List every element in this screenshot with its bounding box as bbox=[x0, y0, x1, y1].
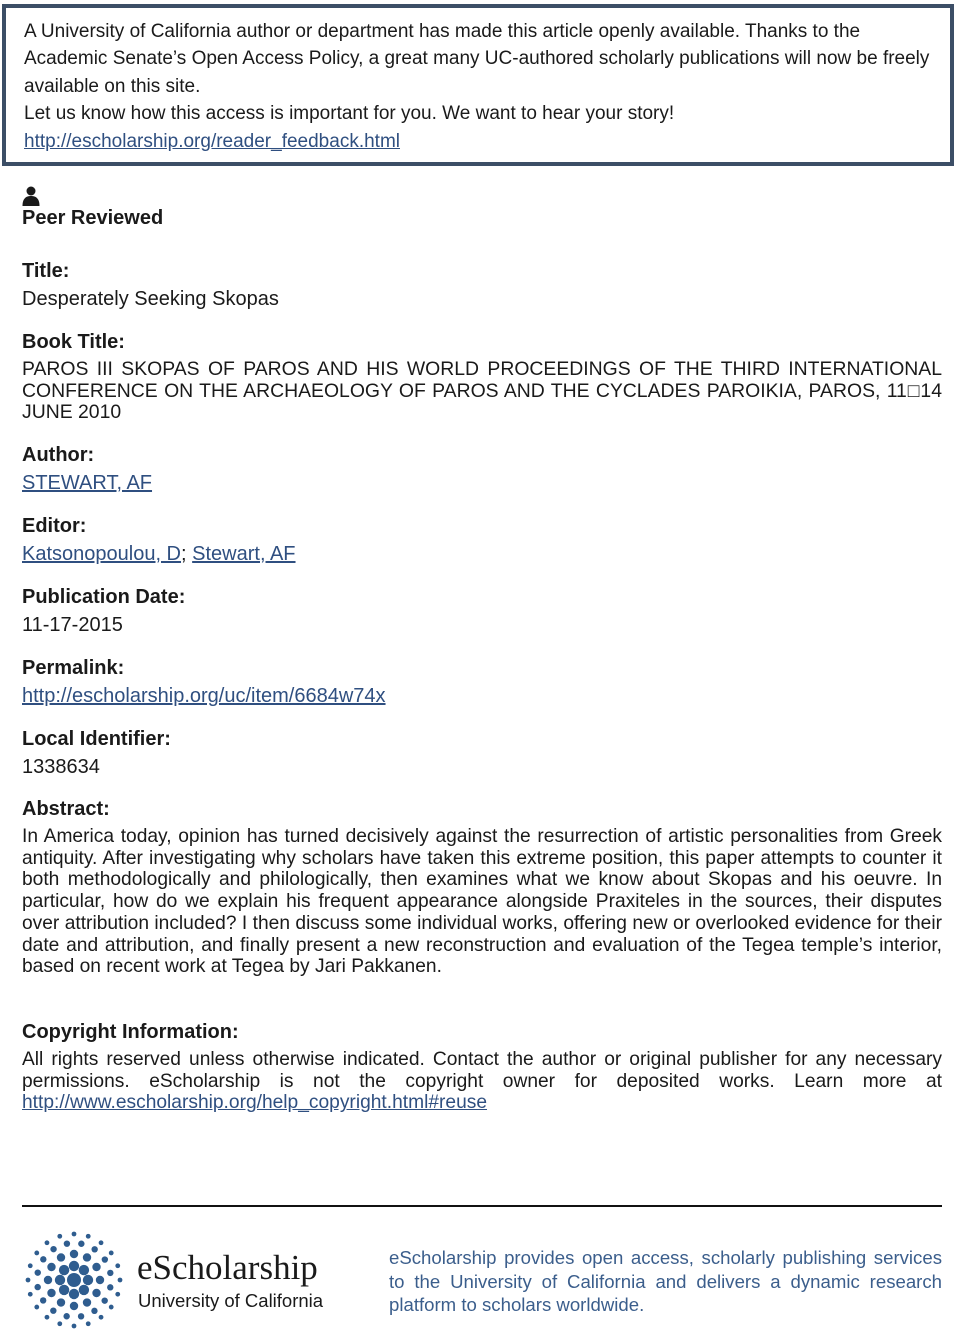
notice-text: A University of California author or department has made this article openly available. Thanks to the Academic Senate’s Open Access Policy, a great many UC-authored scholarly publications will now be freely available on this site. bbox=[24, 21, 930, 97]
copyright-section bbox=[22, 1018, 942, 1114]
book-title-label: Book Title: bbox=[22, 331, 125, 353]
escholarship-logo-name: eScholarship bbox=[137, 1248, 318, 1287]
editor-label: Editor: bbox=[22, 515, 87, 537]
author-section bbox=[22, 441, 942, 497]
permalink-link[interactable]: http://escholarship.org/uc/item/6684w74x bbox=[22, 685, 386, 707]
notice-feedback-text: Let us know how this access is important for you. We want to hear your story! bbox=[24, 103, 675, 125]
abstract-label: Abstract: bbox=[22, 798, 110, 820]
title-value: Desperately Seeking Skopas bbox=[22, 288, 279, 310]
copyright-text: All rights reserved unless otherwise indicated. Contact the author or original publisher for any necessary permissions. eScholarship is not the copyright owner for deposited works. Learn more at bbox=[22, 1049, 942, 1092]
editor-link[interactable]: Stewart, AF bbox=[192, 543, 296, 565]
editor-link[interactable]: Katsonopoulou, D bbox=[22, 543, 182, 565]
person-icon bbox=[22, 186, 40, 206]
title-label: Title: bbox=[22, 260, 70, 282]
abstract-section bbox=[22, 795, 942, 978]
author-label: Author: bbox=[22, 444, 95, 466]
local-identifier-value: 1338634 bbox=[22, 756, 100, 778]
copyright-label: Copyright Information: bbox=[22, 1021, 239, 1043]
escholarship-logo-subtitle: University of California bbox=[138, 1290, 324, 1311]
editor-section bbox=[22, 512, 942, 568]
peer-reviewed-label: Peer Reviewed bbox=[22, 207, 164, 229]
publication-date-value: 11-17-2015 bbox=[22, 614, 123, 636]
footer-description: eScholarship provides open access, scholarly publishing services to the University of California and delivers a dynamic research platform to scholars worldwide. bbox=[389, 1247, 942, 1316]
publication-date-section bbox=[22, 583, 942, 639]
editor-separator: ; bbox=[181, 543, 193, 565]
escholarship-logo-icon bbox=[20, 1230, 128, 1330]
book-title-section bbox=[22, 328, 942, 424]
local-identifier-label: Local Identifier: bbox=[22, 728, 171, 750]
book-title-value: PAROS III SKOPAS OF PAROS AND HIS WORLD PROCEEDINGS OF THE THIRD INTERNATIONAL CONFERENCE ON THE ARCHAEOLOGY OF PAROS AND THE CYCLADES PAROIKIA, PAROS, 11□14 JUNE 2010 bbox=[22, 358, 942, 424]
copyright-help-link[interactable]: http://www.escholarship.org/help_copyright.html#reuse bbox=[22, 1092, 488, 1114]
publication-date-label: Publication Date: bbox=[22, 586, 186, 608]
footer-divider bbox=[22, 1205, 942, 1207]
permalink-label: Permalink: bbox=[22, 657, 125, 679]
abstract-text: In America today, opinion has turned decisively against the resurrection of artistic personalities from Greek antiquity. After investigating why scholars have taken this extreme position, this paper attempts to counter it both methodologically and philologically, then examines what we know about Skopas and his oeuvre. In particular, how do we explain his frequent appearance alongside Praxiteles in the sources, their disputes over attribution included? I then discuss some individual works, offering new or overlooked evidence for their date and attribution, and finally present a new reconstruction and evaluation of the Tegea temple’s interior, based on recent work at Tegea by Jari Pakkanen. bbox=[22, 826, 942, 978]
author-link[interactable]: STEWART, AF bbox=[22, 472, 153, 494]
title-section bbox=[22, 257, 942, 313]
open-access-notice bbox=[2, 4, 954, 166]
reader-feedback-link[interactable]: http://escholarship.org/reader_feedback.html bbox=[24, 130, 400, 152]
local-identifier-section bbox=[22, 725, 942, 781]
permalink-section bbox=[22, 654, 942, 710]
